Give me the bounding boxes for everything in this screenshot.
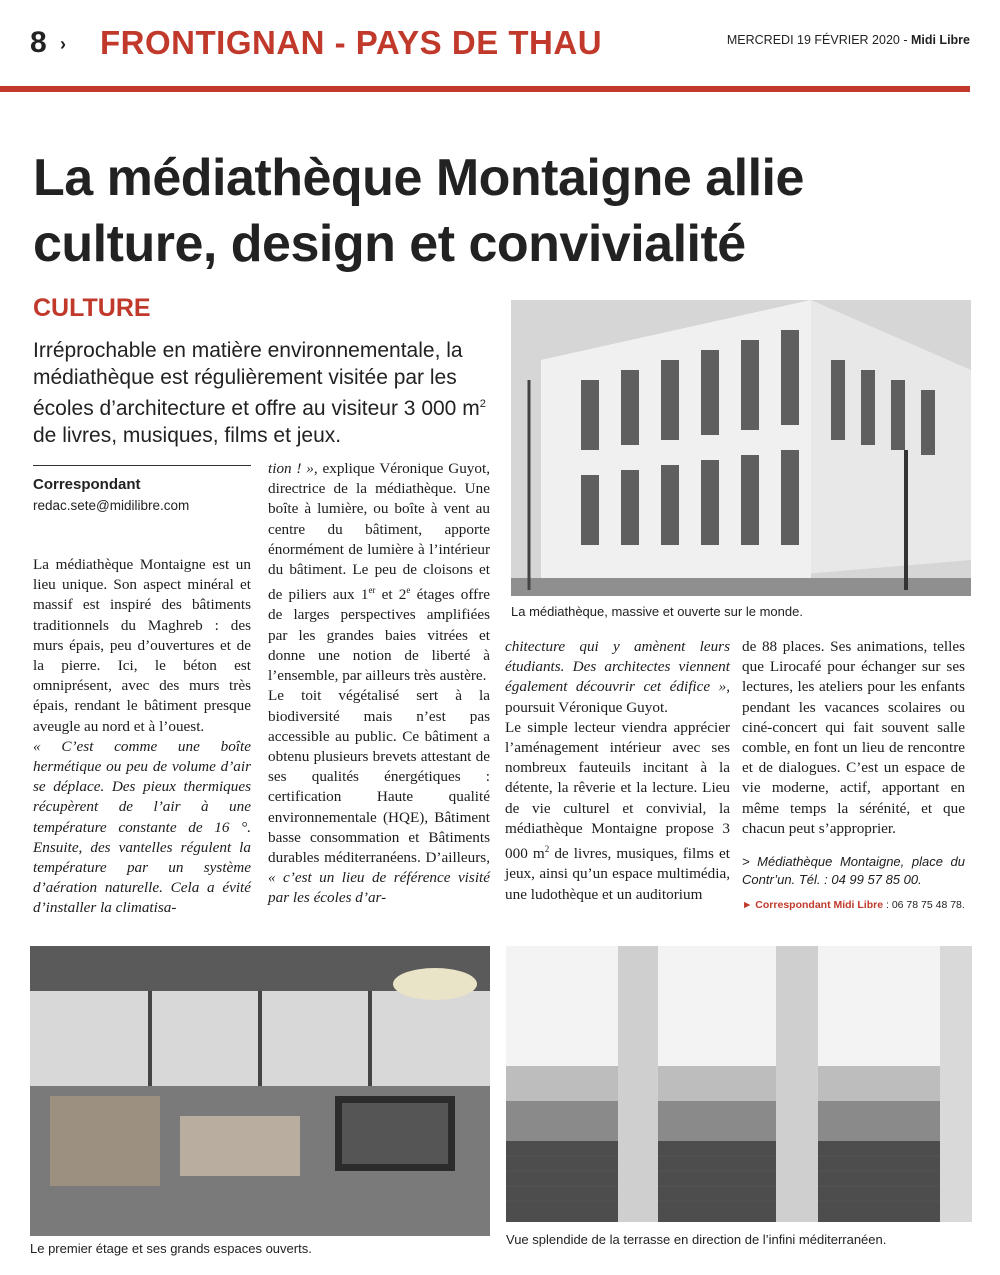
chapeau-text-end: de livres, musiques, films et jeux. [33,423,342,447]
building-illustration [511,300,971,596]
superscript-er: er [368,585,376,596]
newspaper-name: Midi Libre [910,33,970,47]
paragraph-text-end: de livres, musiques, films et jeux, ainsi qu’un espace multimédia, une ludothèque et un auditorium [505,845,730,903]
paragraph-text-end: étages offre de larges perspectives amplifiées par les grandes baies vitrées et donne une notion de liberté à l’ensemble, par ailleurs très austère. [268,586,490,685]
paragraph: de 88 places. Ses animations, telles que Lirocafé pour échanger sur ses lectures, les ateliers pour les enfants pendant les vacances scolaires ou ciné-concert qui fait souvent salle comble, en font un lieu de rencontre et de dialogues. C’est un espace de vie moderne, actif, apportant en même temps la sérénité, et que chacun peut s’approprier. [742,638,965,837]
paragraph [505,637,730,718]
paragraph-text: , explique Véronique Guyot, directrice de la médiathèque. Une boîte à lumière, ou boîte à vent au centre du bâtiment, apporte énormément de lumière à l’intérieur du bâtiment. Le peu de cloisons et de piliers aux 1 [268,460,490,604]
interior-illustration [30,946,490,1236]
caption-building: La médiathèque, massive et ouverte sur le monde. [511,604,803,619]
paragraph-text: Le simple lecteur viendra apprécier l’aménagement intérieur avec ses nombreux fauteuils incitant à la détente, la rêverie et la lecture. Lieu de vie culturel et convivial, la médiathèque Montaigne propose 3 000 m [505,718,730,863]
photo-interior [30,946,490,1236]
chapeau-text: Irréprochable en matière environnementale, la médiathèque est régulièrement visitée par les écoles d’architecture et offre au visiteur 3 000 m [33,339,480,420]
paragraph [268,459,490,686]
article-column-4 [742,637,965,915]
correspondent-phone: : 06 78 75 48 78. [883,899,965,912]
page-number: 8 [30,26,47,59]
byline-email[interactable]: redac.sete@midilibre.com [33,498,190,513]
paragraph: La médiathèque Montaigne est un lieu unique. Son aspect minéral et massif est inspiré des bâtiments traditionnels du Maghreb : des murs épais, peu d’ouvertures et de la pierre. Ici, le béton est omniprésent, avec des murs très épais, rendant le bâtiment presque aveugle au nord et à l’ouest. [33,556,251,735]
article-column-2 [268,459,490,909]
quote-continued: chitecture qui y amènent leurs étudiants. Des architectes viennent également découvrir cet édifice » [505,638,730,696]
headline [33,145,963,277]
section-title: FRONTIGNAN - PAYS DE THAU [100,24,603,61]
paragraph-text: , poursuit Véronique Guyot. [505,678,730,716]
headline-line-1: La médiathèque Montaigne allie [33,149,804,207]
paragraph-quote: « C’est comme une boîte hermétique ou peu de volume d’air se déplace. Des pieux thermiques récupèrent de l’air à une température constante de 16 °. Ensuite, des vantelles régulent la température par un système d’aération naturelle. Cela a évité d’installer la climatisa- [33,737,251,917]
practical-info: > Médiathèque Montaigne, place du Contr’un. Tél. : 04 99 57 85 00. [742,854,965,888]
superscript-e: e [406,585,411,596]
superscript-2: 2 [544,844,550,855]
article-column-3 [505,637,730,905]
article-column-1 [33,555,251,919]
byline: Correspondant [33,476,141,493]
quote-end: tion ! » [268,460,314,477]
photo-terrace [506,946,972,1222]
photo-building [511,300,971,596]
date-line [727,33,970,47]
byline-rule [33,465,251,466]
chapeau-superscript: 2 [479,398,486,410]
paragraph-text: Le toit végétalisé sert à la biodiversité mais n’est pas accessible au public. Ce bâtiment a obtenu plusieurs brevets attestant de ses qualités énergétiques : certification Haute qualité environnementale (HQE), Bâtiment basse consommation et Bâtiments durables méditerranéens. D’ailleurs, [268,687,490,866]
terrace-illustration [506,946,972,1222]
paragraph-text-mid: et 2 [375,586,407,604]
header-rule [0,86,970,92]
correspondent-label: ► Correspondant Midi Libre [742,899,884,912]
paragraph [505,718,730,905]
page-arrow-icon: › [60,34,66,54]
chapeau [33,338,503,449]
quote-start: « c’est un lieu de référence visité par les écoles d’ar- [268,869,490,907]
issue-date: MERCREDI 19 FÉVRIER 2020 - [726,33,908,47]
paragraph [268,686,490,908]
caption-terrace: Vue splendide de la terrasse en direction de l’infini méditerranéen. [506,1232,887,1247]
rubric-label: CULTURE [33,294,151,322]
caption-interior: Le premier étage et ses grands espaces ouverts. [30,1241,312,1256]
headline-line-2: culture, design et convivialité [33,215,746,273]
correspondent-contact [742,895,965,915]
